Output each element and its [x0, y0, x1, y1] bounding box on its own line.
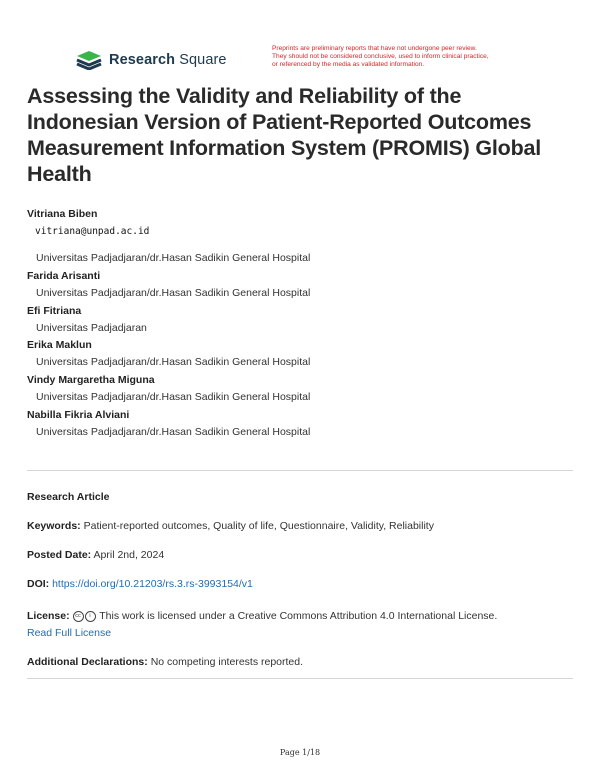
author-name: Nabilla Fikria Alviani — [27, 408, 130, 421]
author-name: Efi Fitriana — [27, 304, 82, 317]
research-square-logo-icon — [75, 50, 103, 70]
author-name: Vitriana Biben — [27, 208, 98, 220]
by-icon: i — [85, 611, 96, 622]
page-number: Page 1/18 — [279, 748, 321, 757]
license-text: This work is licensed under a Creative Commons Attribution 4.0 International License. — [99, 610, 498, 622]
doi-row — [27, 578, 577, 590]
author-name: Vindy Margaretha Miguna — [27, 374, 155, 387]
cc-icon: cc — [73, 611, 84, 622]
declarations-value: No competing interests reported. — [150, 656, 304, 668]
author-affiliation: Universitas Padjadjaran/dr.Hasan Sadikin General Hospital — [36, 356, 311, 369]
declarations-row — [27, 656, 577, 668]
notice-line: They should not be considered conclusive, used to inform clinical practice, — [272, 53, 489, 61]
keywords-row — [27, 520, 577, 532]
author-email[interactable]: vitriana@unpad.ac.id — [35, 226, 150, 237]
author-affiliation: Universitas Padjadjaran/dr.Hasan Sadikin General Hospital — [36, 391, 311, 404]
article-type: Research Article — [27, 491, 110, 503]
author-list — [27, 206, 577, 442]
posted-row — [27, 549, 577, 561]
keywords-label: Keywords: — [27, 520, 81, 532]
keywords-value: Patient-reported outcomes, Quality of life, Questionnaire, Validity, Reliability — [83, 520, 434, 532]
divider — [27, 678, 573, 679]
logo-text: Research Square — [109, 52, 227, 68]
doi-label: DOI: — [27, 578, 50, 590]
posted-value: April 2nd, 2024 — [93, 549, 165, 561]
license-row — [27, 608, 577, 642]
divider — [27, 470, 573, 471]
preprint-notice — [272, 45, 542, 70]
notice-line: or referenced by the media as validated information. — [272, 61, 425, 69]
author-affiliation: Universitas Padjadjaran/dr.Hasan Sadikin General Hospital — [36, 252, 311, 264]
declarations-label: Additional Declarations: — [27, 656, 148, 668]
author-affiliation: Universitas Padjadjaran/dr.Hasan Sadikin General Hospital — [36, 286, 311, 299]
author-affiliation: Universitas Padjadjaran — [36, 321, 147, 334]
license-label: License: — [27, 610, 70, 622]
research-square-logo[interactable] — [75, 50, 227, 70]
doi-link[interactable]: https://doi.org/10.21203/rs.3.rs-3993154/v1 — [52, 578, 253, 590]
author-affiliation: Universitas Padjadjaran/dr.Hasan Sadikin General Hospital — [36, 425, 311, 438]
notice-line: Preprints are preliminary reports that have not undergone peer review. — [272, 45, 477, 52]
posted-label: Posted Date: — [27, 549, 92, 561]
read-full-license-link[interactable]: Read Full License — [27, 627, 112, 639]
author-name: Farida Arisanti — [27, 269, 101, 282]
paper-title: Assessing the Validity and Reliability of the Indonesian Version of Patient-Reported Outcomes Measurement Information System (PROMIS) Global Health — [27, 84, 542, 186]
author-name: Erika Maklun — [27, 339, 92, 352]
